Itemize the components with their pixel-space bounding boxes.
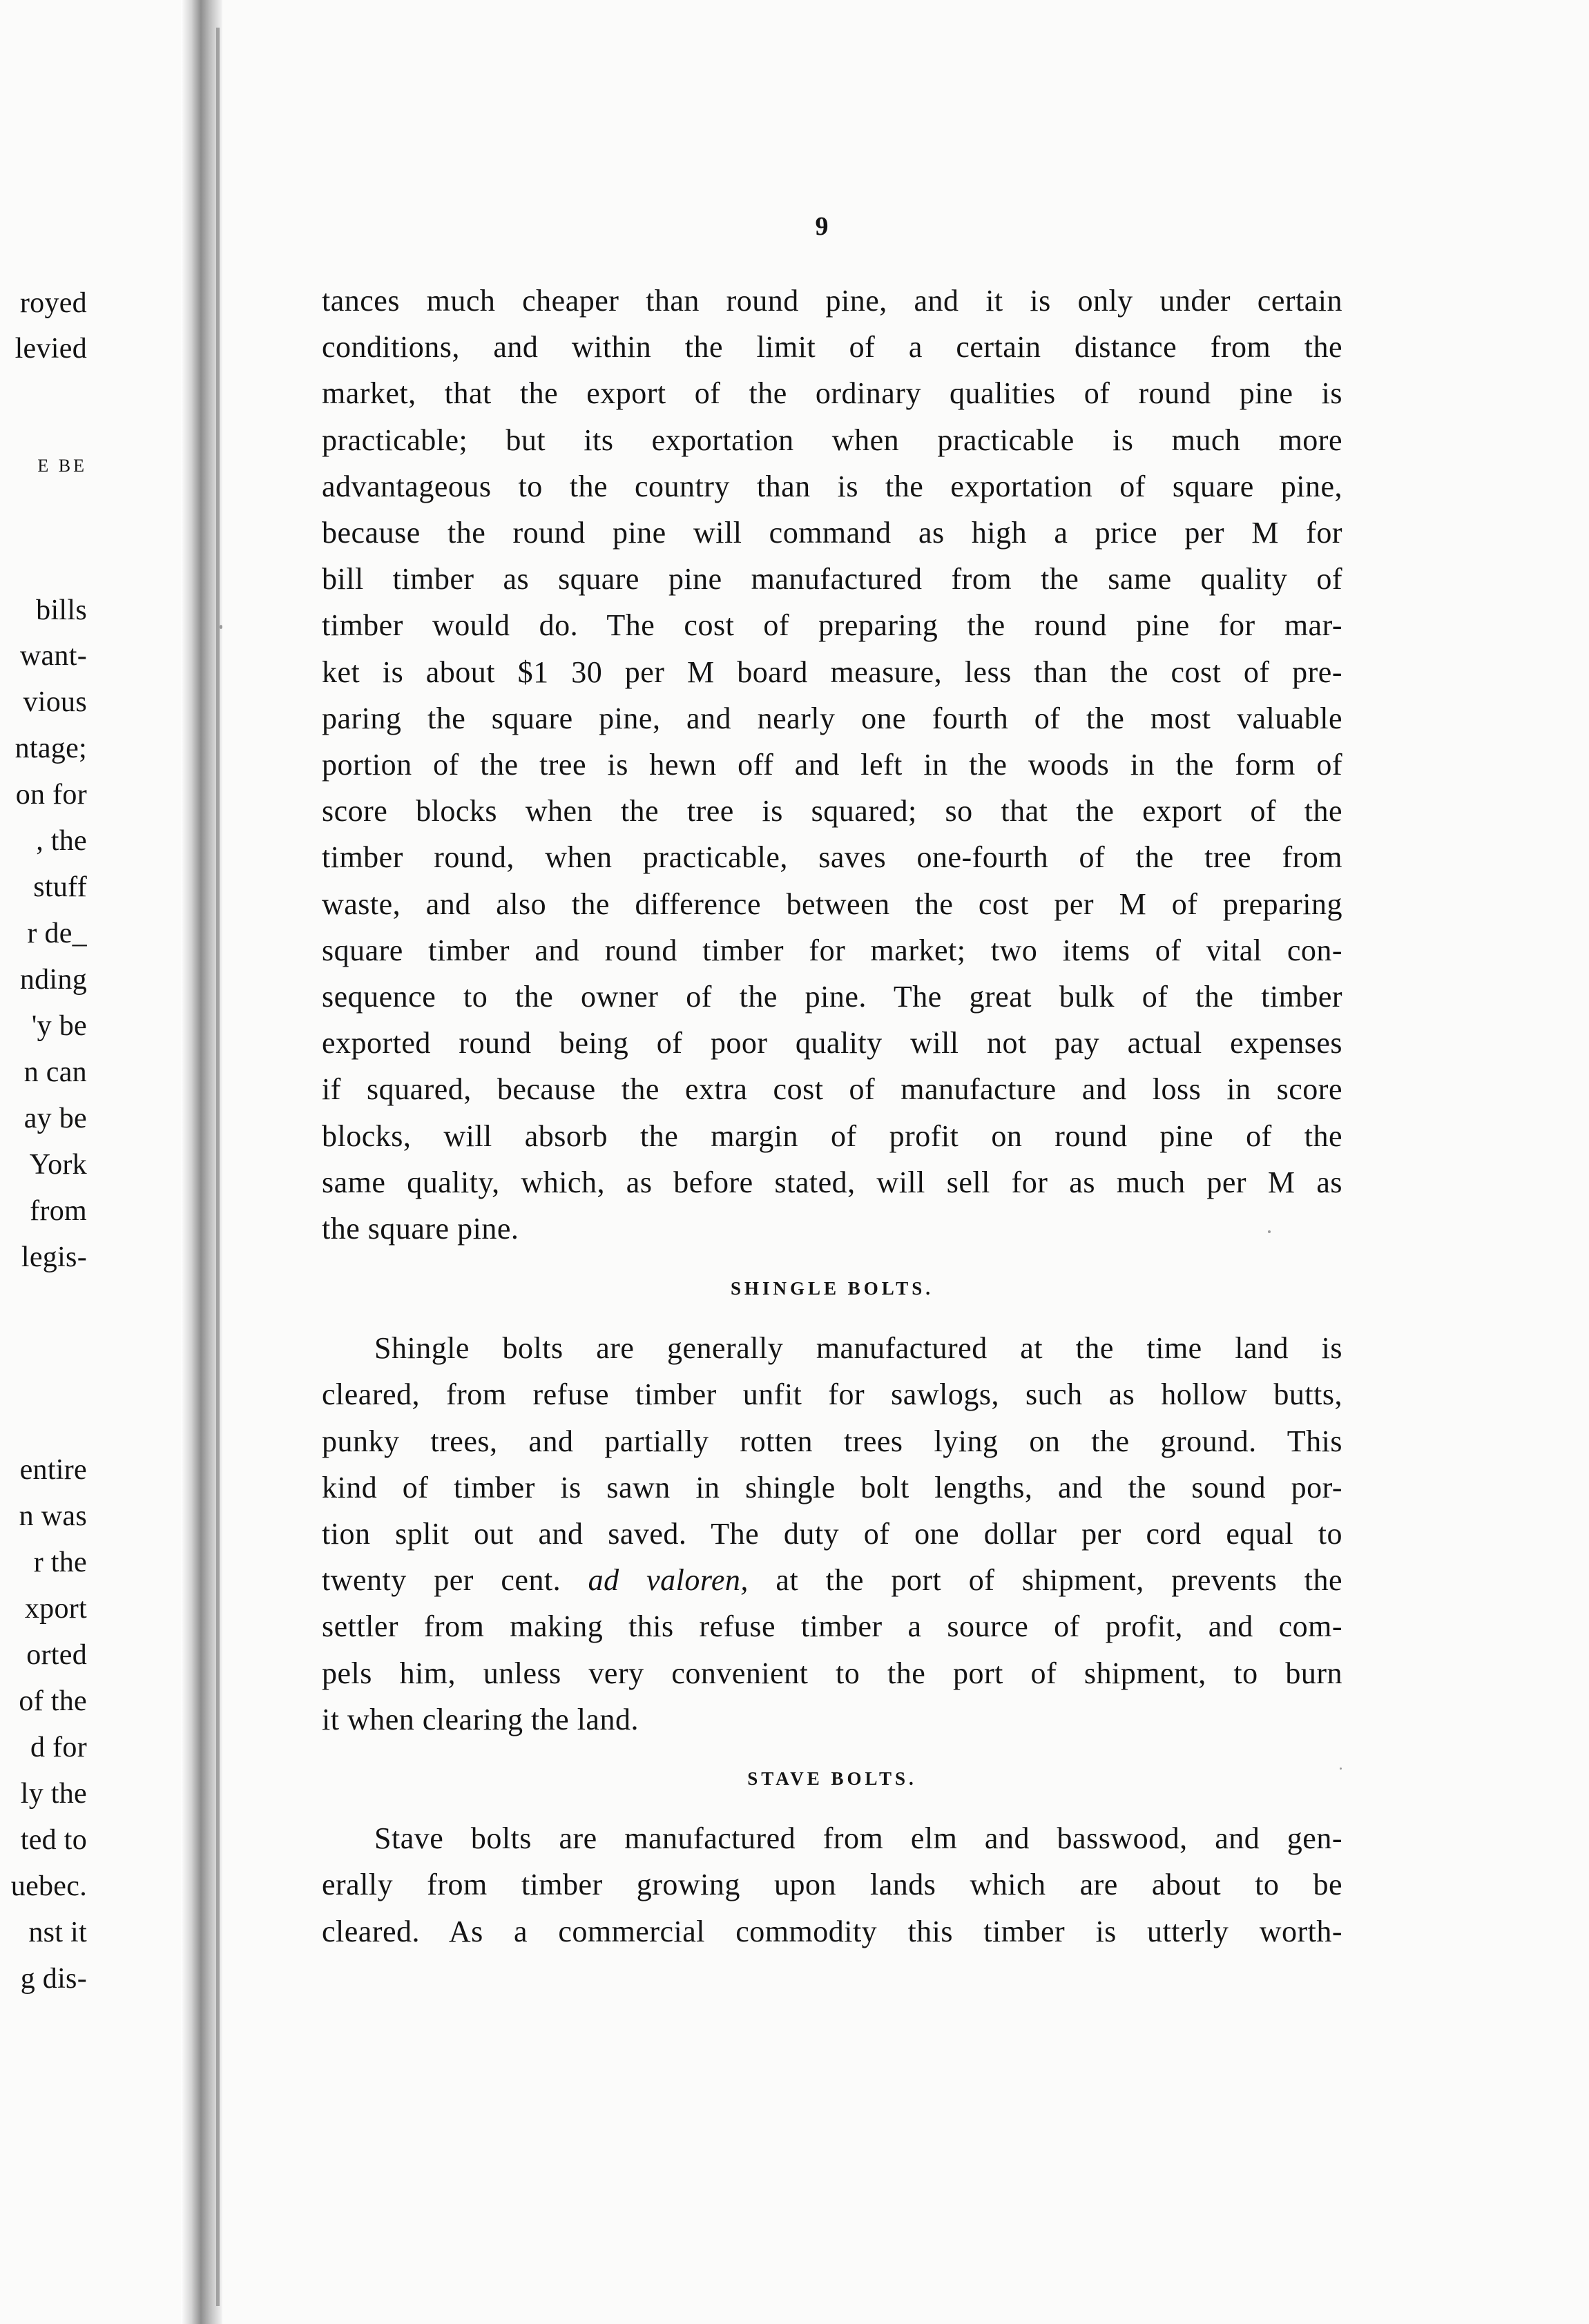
book-gutter-fold xyxy=(216,28,220,2306)
paragraph-round-pine xyxy=(322,278,1342,1252)
facing-page-fragment: 'y be xyxy=(31,1010,87,1042)
section-heading-stave-bolts: STAVE BOLTS. xyxy=(747,1768,917,1790)
text-line: market, that the export of the ordinary qualities of round pine is xyxy=(322,376,1342,411)
scan-speck xyxy=(1268,1230,1271,1233)
facing-page-fragment: levied xyxy=(15,333,87,365)
text-line: tion split out and saved. The duty of one dollar per cord equal to xyxy=(322,1517,1342,1551)
text-line: portion of the tree is hewn off and left in the woods in the form of xyxy=(322,748,1342,782)
text-line: ket is about $1 30 per M board measure, less than the cost of pre- xyxy=(322,655,1342,689)
text-fragment: at the port of shipment, prevents the xyxy=(748,1563,1342,1598)
text-line: score blocks when the tree is squared; so that the export of the xyxy=(322,794,1342,829)
scan-speck xyxy=(1340,1768,1342,1770)
page-number: 9 xyxy=(815,212,829,241)
facing-page-fragment: entire xyxy=(19,1454,87,1486)
text-line: erally from timber growing upon lands which are about to be xyxy=(322,1868,1342,1902)
facing-page-fragment: bills xyxy=(36,594,87,626)
text-line: tances much cheaper than round pine, and it is only under certain xyxy=(322,284,1342,318)
facing-page-fragment: orted xyxy=(26,1639,87,1671)
facing-page-fragment: ly the xyxy=(20,1778,87,1810)
facing-page-fragment: d for xyxy=(30,1732,87,1763)
text-line: blocks, will absorb the margin of profit on round pine of the xyxy=(322,1119,1342,1153)
facing-page-fragment: ay be xyxy=(23,1103,87,1134)
text-line: paring the square pine, and nearly one fourth of the most valuable xyxy=(322,701,1342,735)
text-line: timber would do. The cost of preparing the round pine for mar- xyxy=(322,608,1342,643)
text-line: sequence to the owner of the pine. The great bulk of the timber xyxy=(322,980,1342,1014)
paragraph-stave-bolts xyxy=(322,1815,1342,1955)
text-line: pels him, unless very convenient to the port of shipment, to burn xyxy=(322,1656,1342,1690)
facing-page-fragment: r de_ xyxy=(27,918,87,949)
facing-page-fragment: , the xyxy=(36,825,87,857)
facing-page-fragment: vious xyxy=(23,686,87,718)
text-line: Shingle bolts are generally manufactured at the time land is xyxy=(374,1331,1342,1366)
facing-page-fragments xyxy=(0,0,181,2324)
text-line: conditions, and within the limit of a certain distance from the xyxy=(322,330,1342,365)
text-line: Stave bolts are manufactured from elm and basswood, and gen- xyxy=(374,1821,1342,1856)
facing-page-fragment: E BE xyxy=(37,456,87,476)
facing-page-fragment: on for xyxy=(15,779,87,811)
facing-page-fragment: nding xyxy=(19,964,87,996)
scan-speck xyxy=(220,625,222,629)
facing-page-fragment: n can xyxy=(23,1056,87,1088)
facing-page-fragment: royed xyxy=(19,287,87,319)
facing-page-fragment: uebec. xyxy=(10,1870,87,1902)
text-line: settler from making this refuse timber a source of profit, and com- xyxy=(322,1609,1342,1644)
italic-term: ad valoren, xyxy=(588,1563,749,1598)
text-line-with-italic xyxy=(322,1557,1342,1603)
facing-page-fragment: r the xyxy=(33,1547,87,1578)
text-line: punky trees, and partially rotten trees lying on the ground. This xyxy=(322,1424,1342,1458)
facing-page-fragment: from xyxy=(30,1195,87,1227)
text-line: if squared, because the extra cost of manufacture and loss in score xyxy=(322,1072,1342,1107)
section-heading-shingle-bolts: SHINGLE BOLTS. xyxy=(730,1278,934,1299)
text-line: same quality, which, as before stated, will sell for as much per M as xyxy=(322,1165,1342,1199)
facing-page-fragment: ntage; xyxy=(15,733,87,764)
text-line: because the round pine will command as high a price per M for xyxy=(322,516,1342,550)
text-line: advantageous to the country than is the exportation of square pine, xyxy=(322,469,1342,503)
text-line: practicable; but its exportation when practicable is much more xyxy=(322,423,1342,457)
facing-page-fragment: legis- xyxy=(21,1241,87,1273)
facing-page-fragment: g dis- xyxy=(20,1963,87,1995)
text-line: waste, and also the difference between the cost per M of preparing xyxy=(322,887,1342,921)
text-column xyxy=(322,278,1342,1955)
facing-page-fragment: ted to xyxy=(20,1824,87,1856)
facing-page-fragment: stuff xyxy=(33,871,87,903)
text-line: it when clearing the land. xyxy=(322,1702,639,1736)
paragraph-shingle-bolts xyxy=(322,1325,1342,1743)
facing-page-fragment: York xyxy=(29,1149,87,1181)
text-line: the square pine. xyxy=(322,1212,519,1246)
text-line: cleared. As a commercial commodity this timber is utterly worth- xyxy=(322,1914,1342,1948)
text-line: square timber and round timber for market; two items of vital con- xyxy=(322,933,1342,967)
facing-page-fragment: of the xyxy=(19,1685,87,1717)
facing-page-fragment: want- xyxy=(19,640,87,672)
facing-page-fragment: n was xyxy=(19,1500,87,1532)
facing-page-fragment: xport xyxy=(24,1593,87,1625)
text-line: exported round being of poor quality will not pay actual expenses xyxy=(322,1026,1342,1061)
text-fragment: twenty per cent. xyxy=(322,1563,588,1598)
text-line: kind of timber is sawn in shingle bolt lengths, and the sound por- xyxy=(322,1470,1342,1504)
facing-page-fragment: nst it xyxy=(28,1917,87,1948)
text-line: timber round, when practicable, saves one-fourth of the tree from xyxy=(322,840,1342,875)
text-line: bill timber as square pine manufactured from the same quality of xyxy=(322,562,1342,597)
text-line: cleared, from refuse timber unfit for sawlogs, such as hollow butts, xyxy=(322,1377,1342,1412)
